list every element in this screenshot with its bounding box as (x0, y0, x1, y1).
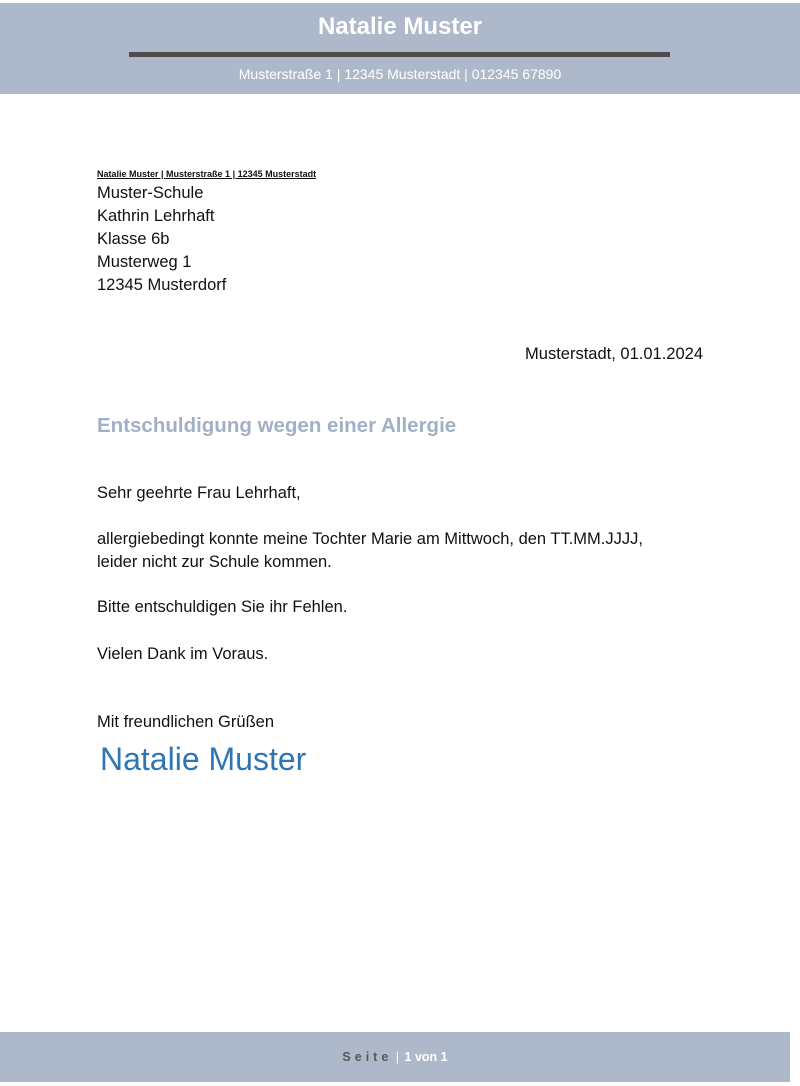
letterhead-divider (129, 52, 670, 57)
page-number (0, 1049, 790, 1065)
salutation: Sehr geehrte Frau Lehrhaft, (97, 484, 301, 502)
body-paragraph-2: Bitte entschuldigen Sie ihr Fehlen. (97, 598, 348, 616)
letterhead-name: Natalie Muster (317, 13, 483, 40)
sender-return-line: Natalie Muster | Musterstraße 1 | 12345 Musterstadt (97, 169, 317, 179)
letterhead-contact: Musterstraße 1 | 12345 Musterstadt | 012345 67890 (238, 66, 562, 82)
recipient-line: 12345 Musterdorf (97, 276, 227, 294)
page-separator: | (395, 1050, 400, 1064)
closing-phrase: Mit freundlichen Grüßen (97, 713, 274, 731)
recipient-line: Kathrin Lehrhaft (97, 207, 215, 225)
body-paragraph-3: Vielen Dank im Voraus. (97, 645, 269, 663)
recipient-line: Muster-Schule (97, 184, 204, 202)
signature: Natalie Muster (100, 741, 307, 777)
recipient-line: Klasse 6b (97, 230, 170, 248)
letter-date: Musterstadt, 01.01.2024 (525, 345, 703, 363)
page-footer (0, 1032, 790, 1082)
recipient-address (97, 182, 226, 297)
letter-subject: Entschuldigung wegen einer Allergie (97, 414, 457, 437)
page-count: 1 von 1 (404, 1050, 448, 1064)
page-label: Seite (342, 1050, 393, 1064)
body-line: leider nicht zur Schule kommen. (97, 553, 332, 571)
body-line: allergiebedingt konnte meine Tochter Marie am Mittwoch, den TT.MM.JJJJ, (97, 530, 643, 548)
recipient-line: Musterweg 1 (97, 253, 192, 271)
body-paragraph-1 (97, 528, 707, 574)
letterhead (0, 3, 800, 94)
